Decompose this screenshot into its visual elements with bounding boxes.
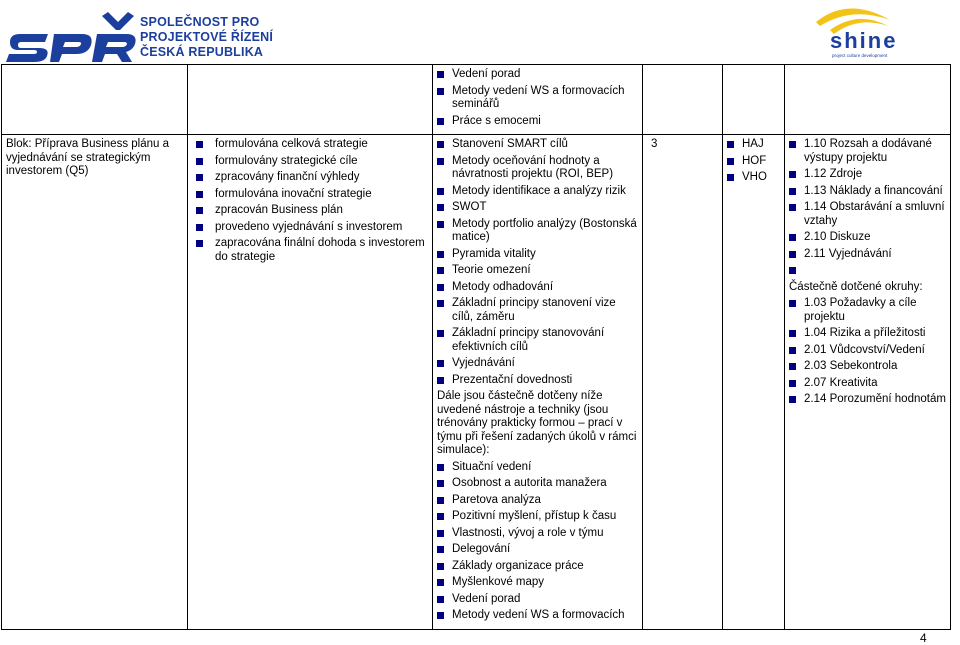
- list-item: Metody portfolio analýzy (Bostonská matice): [437, 218, 639, 245]
- list-item: Stanovení SMART cílů: [437, 138, 639, 152]
- list-item: Metody oceňování hodnoty a návratnosti projektu (ROI, BEP): [437, 155, 639, 182]
- list-item: [789, 264, 947, 278]
- list-item: Osobnost a autorita manažera: [437, 477, 639, 491]
- list-item: Metody vedení WS a formovacích: [437, 609, 639, 623]
- page-number: 4: [920, 631, 927, 645]
- list-item: Teorie omezení: [437, 264, 639, 278]
- outcomes-cell: [188, 135, 433, 630]
- methods-note: Dále jsou částečně dotčeny níže uvedené nástroje a techniky (jsou trénovány prakticky formou – prací v týmu při řešení zadaných úkolů v rámci simulace):: [437, 390, 637, 456]
- module-table: [1, 64, 951, 630]
- trainer-code: VHO: [727, 171, 781, 185]
- list-item: 2.10 Diskuze: [789, 231, 947, 245]
- list-item: 1.04 Rizika a příležitosti: [789, 327, 947, 341]
- spr-logo: [6, 4, 138, 62]
- table-row-block: [2, 135, 951, 630]
- list-item: Metody vedení WS a formovacích seminářů: [437, 85, 639, 112]
- list-item: formulována celková strategie: [192, 138, 429, 152]
- list-item: zpracován Business plán: [192, 204, 429, 218]
- days-value: 3: [651, 138, 658, 150]
- list-item: Metody odhadování: [437, 281, 639, 295]
- list-item: 1.14 Obstarávání a smluvní vztahy: [789, 201, 947, 228]
- list-item: Pozitivní myšlení, přístup k času: [437, 510, 639, 524]
- list-item: Vyjednávání: [437, 357, 639, 371]
- svg-text:shine: shine: [830, 28, 898, 53]
- list-item: Vlastnosti, vývoj a role v týmu: [437, 527, 639, 541]
- list-item: Základní principy stanovování efektivních cílů: [437, 327, 639, 354]
- list-item: formulována inovační strategie: [192, 188, 429, 202]
- list-item: 2.03 Sebekontrola: [789, 360, 947, 374]
- previous-methods-cell: [433, 65, 643, 135]
- shine-logo: [808, 0, 908, 60]
- list-item: 2.07 Kreativita: [789, 377, 947, 391]
- spr-company-name: SPOLEČNOST PRO PROJEKTOVÉ ŘÍZENÍ ČESKÁ REPUBLIKA: [140, 15, 274, 59]
- list-item: provedeno vyjednávání s investorem: [192, 221, 429, 235]
- list-item: SWOT: [437, 201, 639, 215]
- trainer-code: HAJ: [727, 138, 781, 152]
- list-item: Vedení porad: [437, 593, 639, 607]
- list-item: Práce s emocemi: [437, 115, 639, 129]
- svg-text:project culture development: project culture development: [832, 53, 888, 58]
- trainers-cell: [723, 135, 785, 630]
- list-item: Delegování: [437, 543, 639, 557]
- trainer-code: HOF: [727, 155, 781, 169]
- list-item: Prezentační dovednosti: [437, 374, 639, 388]
- list-item: 2.01 Vůdcovství/Vedení: [789, 344, 947, 358]
- list-item: Myšlenkové mapy: [437, 576, 639, 590]
- partial-heading: Částečně dotčené okruhy:: [789, 280, 923, 293]
- list-item: Základy organizace práce: [437, 560, 639, 574]
- methods-cell: [433, 135, 643, 630]
- list-item: zapracována finální dohoda s investorem do strategie: [192, 237, 429, 264]
- list-item: 1.13 Náklady a financování: [789, 185, 947, 199]
- list-item: Vedení porad: [437, 68, 639, 82]
- list-item: Základní principy stanovení vize cílů, záměru: [437, 297, 639, 324]
- block-title: Blok: Příprava Business plánu a vyjednávání se strategickým investorem (Q5): [6, 138, 170, 177]
- list-item: 2.11 Vyjednávání: [789, 248, 947, 262]
- list-item: Situační vedení: [437, 461, 639, 475]
- list-item: formulovány strategické cíle: [192, 155, 429, 169]
- list-item: 1.03 Požadavky a cíle projektu: [789, 297, 947, 324]
- page-header: [0, 0, 960, 64]
- list-item: Paretova analýza: [437, 494, 639, 508]
- list-item: 2.14 Porozumění hodnotám: [789, 393, 947, 407]
- competences-cell: [785, 135, 951, 630]
- block-title-cell: [2, 135, 188, 630]
- list-item: Metody identifikace a analýzy rizik: [437, 185, 639, 199]
- list-item: 1.12 Zdroje: [789, 168, 947, 182]
- list-item: 1.10 Rozsah a dodávané výstupy projektu: [789, 138, 947, 165]
- table-row-previous: [2, 65, 951, 135]
- list-item: Pyramida vitality: [437, 248, 639, 262]
- list-item: zpracovány finanční výhledy: [192, 171, 429, 185]
- days-cell: [643, 135, 723, 630]
